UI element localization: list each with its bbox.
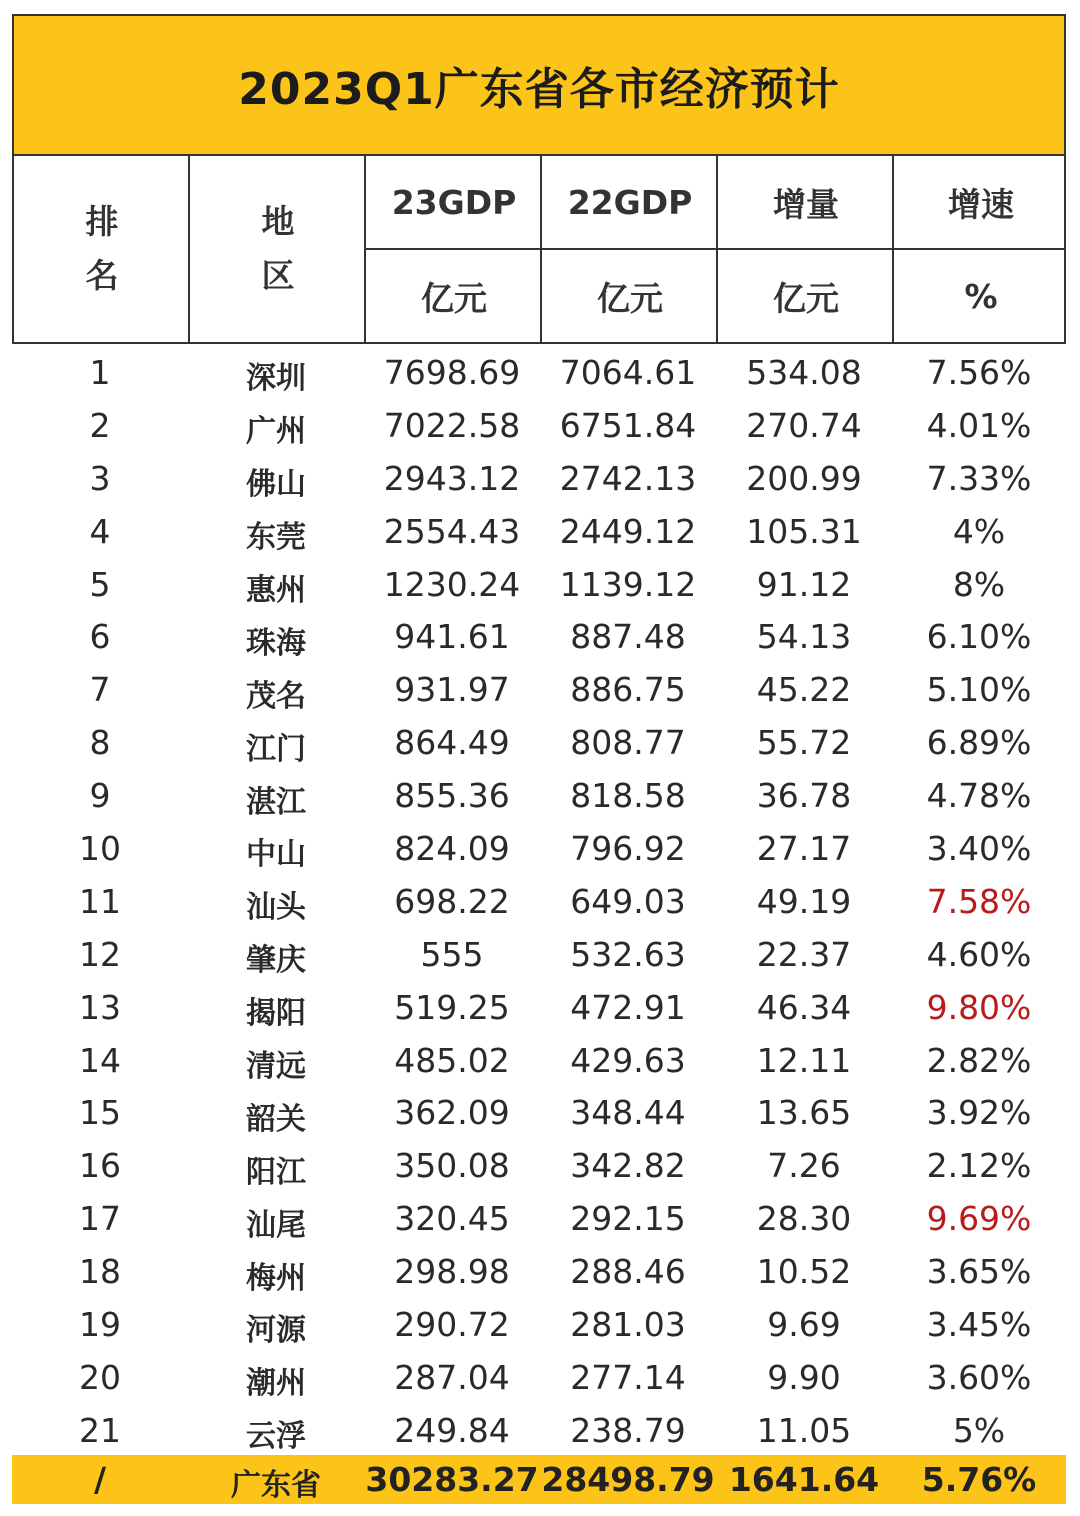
- increase-cell: 91.12: [756, 564, 852, 604]
- rank-cell: 9: [89, 776, 111, 816]
- growth-cell: 6.89%: [926, 723, 1032, 763]
- table-row: [12, 769, 1066, 822]
- increase-cell: 46.34: [756, 987, 852, 1027]
- region-cell: 河源: [246, 1313, 306, 1349]
- table-row: [12, 875, 1066, 928]
- region-cell: 云浮: [246, 1419, 306, 1455]
- increase-cell: 22.37: [756, 934, 852, 974]
- gdp22-cell: 649.03: [570, 881, 686, 921]
- gdp22-cell: 281.03: [570, 1304, 686, 1344]
- gdp22-cell: 7064.61: [559, 352, 697, 392]
- total-gdp22: 28498.79: [541, 1460, 715, 1499]
- gdp23-cell: 855.36: [394, 776, 510, 816]
- increase-cell: 7.26: [767, 1146, 841, 1186]
- table-row: [12, 1298, 1066, 1351]
- rank-cell: 20: [79, 1357, 121, 1397]
- region-cell: 揭阳: [246, 996, 306, 1032]
- gdp23-cell: 7698.69: [383, 352, 521, 392]
- gdp22-cell: 796.92: [570, 828, 686, 868]
- region-cell: 惠州: [246, 573, 306, 608]
- growth-cell: 7.56%: [926, 352, 1032, 392]
- table-row: [12, 452, 1066, 505]
- increase-cell: 9.69: [767, 1304, 841, 1344]
- header-growth: 增速: [948, 184, 1014, 224]
- rank-cell: 4: [89, 511, 111, 551]
- increase-cell: 105.31: [746, 511, 862, 551]
- table-row: [12, 1192, 1066, 1245]
- region-cell: 梅州: [246, 1260, 306, 1296]
- rank-cell: 5: [89, 564, 111, 604]
- region-cell: 清远: [246, 1049, 306, 1085]
- table-title: 2023Q1广东省各市经济预计: [12, 14, 1066, 156]
- header-gdp23: 23GDP: [391, 182, 517, 222]
- increase-cell: 54.13: [756, 617, 852, 657]
- header-region: 地 区: [261, 202, 295, 295]
- increase-cell: 12.11: [756, 1040, 852, 1080]
- table-row: [12, 1034, 1066, 1087]
- unit-gdp22: 亿元: [597, 278, 663, 318]
- gdp22-cell: 429.63: [570, 1040, 686, 1080]
- table-row: [12, 1245, 1066, 1298]
- gdp23-cell: 555: [420, 934, 484, 974]
- growth-cell: 7.58%: [926, 881, 1032, 921]
- unit-gdp23: 亿元: [421, 278, 487, 318]
- gdp23-cell: 2943.12: [383, 458, 521, 498]
- gdp22-cell: 532.63: [570, 934, 686, 974]
- total-rank: /: [93, 1460, 107, 1499]
- table-row: [12, 981, 1066, 1034]
- gdp23-cell: 698.22: [394, 881, 510, 921]
- table-row: [12, 1404, 1066, 1457]
- table-row: [12, 399, 1066, 452]
- header-increase: 增量: [773, 184, 839, 224]
- gdp23-cell: 519.25: [394, 987, 510, 1027]
- gdp23-cell: 350.08: [394, 1146, 510, 1186]
- increase-cell: 11.05: [756, 1410, 852, 1450]
- growth-cell: 9.80%: [926, 987, 1032, 1027]
- gdp22-cell: 292.15: [570, 1199, 686, 1239]
- region-cell: 珠海: [246, 625, 306, 661]
- increase-cell: 49.19: [756, 881, 852, 921]
- header-gdp22: 22GDP: [567, 182, 693, 222]
- increase-cell: 55.72: [756, 723, 852, 763]
- table-row: [12, 1351, 1066, 1404]
- gdp23-cell: 290.72: [394, 1304, 510, 1344]
- gdp23-cell: 931.97: [394, 670, 510, 710]
- table-row: [12, 663, 1066, 716]
- increase-cell: 36.78: [756, 776, 852, 816]
- table-header: [12, 156, 1066, 344]
- table-row: [12, 610, 1066, 663]
- rank-cell: 8: [89, 723, 111, 763]
- rank-cell: 17: [79, 1199, 121, 1239]
- rank-cell: 15: [79, 1093, 121, 1133]
- total-gdp23: 30283.27: [365, 1460, 539, 1499]
- table-row: [12, 716, 1066, 769]
- gdp23-cell: 287.04: [394, 1357, 510, 1397]
- gdp22-cell: 238.79: [570, 1410, 686, 1450]
- rank-cell: 21: [79, 1410, 121, 1450]
- growth-cell: 8%: [952, 564, 1006, 604]
- growth-cell: 2.12%: [926, 1146, 1032, 1186]
- region-cell: 深圳: [246, 361, 306, 397]
- region-cell: 韶关: [246, 1101, 306, 1137]
- growth-cell: 5.10%: [926, 670, 1032, 710]
- region-cell: 潮州: [246, 1366, 306, 1402]
- growth-cell: 4.60%: [926, 934, 1032, 974]
- gdp23-cell: 2554.43: [383, 511, 521, 551]
- region-cell: 湛江: [246, 784, 306, 820]
- growth-cell: 4%: [952, 511, 1006, 551]
- region-cell: 江门: [246, 731, 306, 767]
- table-row: [12, 1086, 1066, 1139]
- increase-cell: 200.99: [746, 458, 862, 498]
- gdp22-cell: 1139.12: [559, 564, 697, 604]
- rank-cell: 1: [89, 352, 111, 392]
- growth-cell: 3.60%: [926, 1357, 1032, 1397]
- rank-cell: 7: [89, 670, 111, 710]
- table-row: [12, 928, 1066, 981]
- gdp23-cell: 864.49: [394, 723, 510, 763]
- growth-cell: 3.40%: [926, 828, 1032, 868]
- increase-cell: 534.08: [746, 352, 862, 392]
- growth-cell: 3.65%: [926, 1252, 1032, 1292]
- growth-cell: 6.10%: [926, 617, 1032, 657]
- gdp23-cell: 362.09: [394, 1093, 510, 1133]
- header-rank: 排 名: [85, 202, 119, 295]
- total-row: [12, 1455, 1066, 1504]
- increase-cell: 28.30: [756, 1199, 852, 1239]
- gdp22-cell: 2449.12: [559, 511, 697, 551]
- table-body: [12, 346, 1066, 1457]
- growth-cell: 5%: [952, 1410, 1006, 1450]
- gdp22-cell: 808.77: [570, 723, 686, 763]
- region-cell: 汕尾: [246, 1207, 306, 1243]
- gdp-table: [12, 14, 1066, 1504]
- total-region: 广东省: [231, 1467, 321, 1503]
- gdp23-cell: 485.02: [394, 1040, 510, 1080]
- growth-cell: 2.82%: [926, 1040, 1032, 1080]
- rank-cell: 6: [89, 617, 111, 657]
- growth-cell: 3.45%: [926, 1304, 1032, 1344]
- gdp23-cell: 249.84: [394, 1410, 510, 1450]
- region-cell: 肇庆: [246, 943, 306, 979]
- gdp23-cell: 7022.58: [383, 405, 521, 445]
- increase-cell: 13.65: [756, 1093, 852, 1133]
- gdp23-cell: 824.09: [394, 828, 510, 868]
- growth-cell: 4.78%: [926, 776, 1032, 816]
- table-row: [12, 346, 1066, 399]
- gdp22-cell: 342.82: [570, 1146, 686, 1186]
- table-row: [12, 1139, 1066, 1192]
- region-cell: 茂名: [246, 678, 306, 714]
- region-cell: 佛山: [246, 467, 306, 503]
- increase-cell: 27.17: [756, 828, 852, 868]
- growth-cell: 3.92%: [926, 1093, 1032, 1133]
- gdp22-cell: 887.48: [570, 617, 686, 657]
- gdp23-cell: 1230.24: [383, 564, 521, 604]
- rank-cell: 2: [89, 405, 111, 445]
- total-growth: 5.76%: [921, 1460, 1037, 1499]
- gdp22-cell: 818.58: [570, 776, 686, 816]
- region-cell: 阳江: [246, 1154, 306, 1190]
- gdp23-cell: 320.45: [394, 1199, 510, 1239]
- growth-cell: 9.69%: [926, 1199, 1032, 1239]
- rank-cell: 10: [79, 828, 121, 868]
- gdp22-cell: 886.75: [570, 670, 686, 710]
- rank-cell: 19: [79, 1304, 121, 1344]
- gdp23-cell: 941.61: [394, 617, 510, 657]
- rank-cell: 18: [79, 1252, 121, 1292]
- table-row: [12, 558, 1066, 611]
- increase-cell: 10.52: [756, 1252, 852, 1292]
- region-cell: 广州: [246, 414, 306, 450]
- gdp22-cell: 348.44: [570, 1093, 686, 1133]
- increase-cell: 9.90: [767, 1357, 841, 1397]
- total-increase: 1641.64: [728, 1460, 880, 1499]
- table-row: [12, 822, 1066, 875]
- unit-increase: 亿元: [773, 278, 839, 318]
- rank-cell: 12: [79, 934, 121, 974]
- unit-growth: %: [964, 276, 998, 316]
- rank-cell: 13: [79, 987, 121, 1027]
- gdp22-cell: 472.91: [570, 987, 686, 1027]
- rank-cell: 14: [79, 1040, 121, 1080]
- region-cell: 中山: [246, 837, 306, 873]
- gdp22-cell: 6751.84: [559, 405, 697, 445]
- gdp22-cell: 2742.13: [559, 458, 697, 498]
- increase-cell: 270.74: [746, 405, 862, 445]
- table-row: [12, 505, 1066, 558]
- rank-cell: 11: [79, 881, 121, 921]
- gdp22-cell: 277.14: [570, 1357, 686, 1397]
- rank-cell: 16: [79, 1146, 121, 1186]
- gdp22-cell: 288.46: [570, 1252, 686, 1292]
- rank-cell: 3: [89, 458, 111, 498]
- region-cell: 东莞: [246, 520, 306, 556]
- gdp23-cell: 298.98: [394, 1252, 510, 1292]
- growth-cell: 7.33%: [926, 458, 1032, 498]
- increase-cell: 45.22: [756, 670, 852, 710]
- growth-cell: 4.01%: [926, 405, 1032, 445]
- region-cell: 汕头: [246, 890, 306, 926]
